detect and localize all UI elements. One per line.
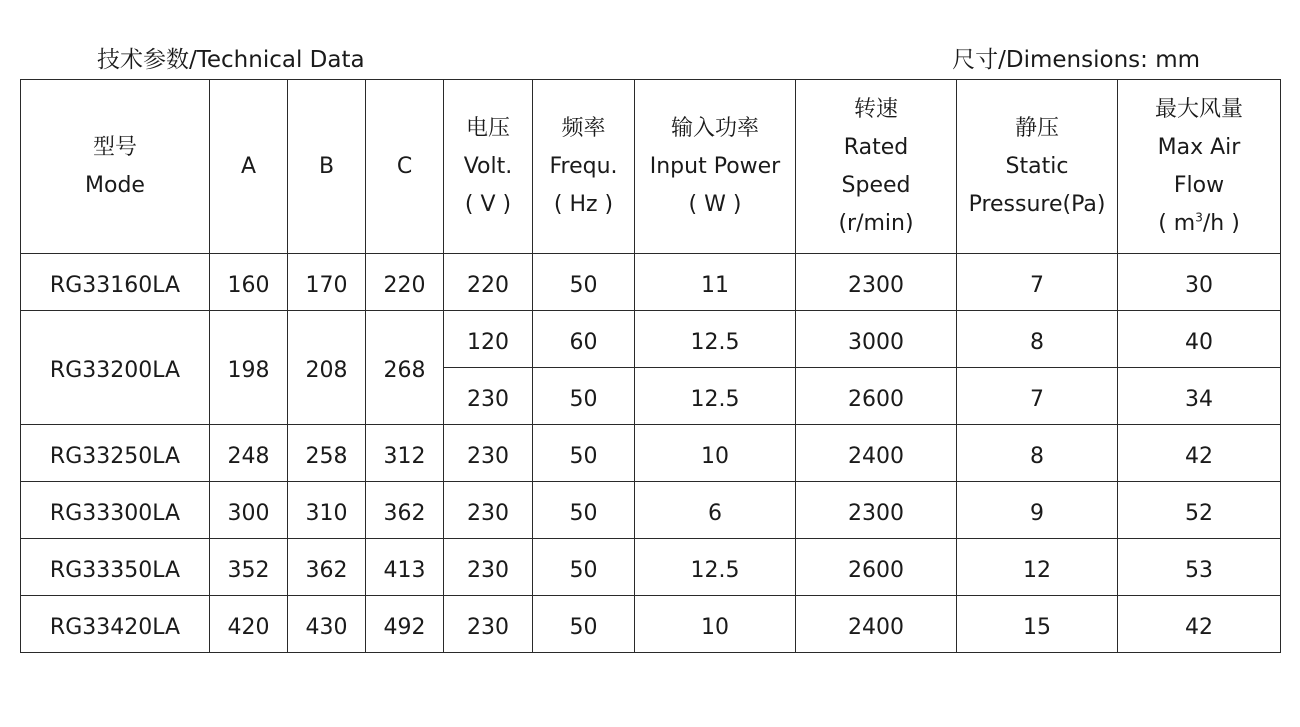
cell-input-power: 6 [635,482,796,539]
cell-voltage: 230 [444,539,533,596]
cell-c: 268 [366,311,444,425]
technical-data-title: 技术参数/Technical Data [97,47,365,73]
cell-voltage: 230 [444,596,533,653]
header-max-air-flow-unit [1118,205,1280,243]
header-voltage [444,80,533,254]
header-static-pressure-en-2: Pressure(Pa) [968,191,1106,217]
cell-frequency: 50 [533,482,635,539]
cell-max-air-flow: 40 [1118,311,1281,368]
cell-frequency: 50 [533,254,635,311]
cell-model: RG33420LA [21,596,210,653]
header-input-power-unit: ( W ) [688,191,742,217]
cell-input-power: 12.5 [635,539,796,596]
cell-max-air-flow: 52 [1118,482,1281,539]
cell-frequency: 50 [533,596,635,653]
header-input-power-cn: 输入功率 [670,115,759,141]
dimensions-unit-label: 尺寸/Dimensions: mm [952,47,1200,73]
cell-static-pressure: 8 [957,425,1118,482]
header-frequency-en: Frequ. [549,153,618,179]
cell-c: 413 [366,539,444,596]
cell-b: 170 [288,254,366,311]
cell-b: 362 [288,539,366,596]
technical-data-table [20,79,1281,653]
cell-model: RG33200LA [21,311,210,425]
cell-max-air-flow: 53 [1118,539,1281,596]
cell-input-power: 12.5 [635,368,796,425]
header-static-pressure-cn: 静压 [1014,115,1059,141]
cell-rated-speed: 2300 [796,482,957,539]
cell-static-pressure: 15 [957,596,1118,653]
cell-input-power: 12.5 [635,311,796,368]
table-row [21,482,1281,539]
cell-static-pressure: 9 [957,482,1118,539]
table-row [21,254,1281,311]
unit-suffix: /h ) [1202,210,1240,236]
cell-model: RG33160LA [21,254,210,311]
cell-static-pressure: 7 [957,368,1118,425]
table-header-row [21,80,1281,254]
header-input-power [635,80,796,254]
cell-input-power: 11 [635,254,796,311]
cell-c: 220 [366,254,444,311]
cell-input-power: 10 [635,596,796,653]
cell-a: 300 [210,482,288,539]
cell-a: 248 [210,425,288,482]
cell-model: RG33350LA [21,539,210,596]
header-rated-speed-unit: (r/min) [838,210,914,236]
header-input-power-en: Input Power [649,153,781,179]
unit-superscript: 3 [1195,210,1203,225]
table-row [21,311,1281,368]
header-static-pressure [957,80,1118,254]
header-frequency-cn: 频率 [561,115,606,141]
cell-static-pressure: 8 [957,311,1118,368]
cell-max-air-flow: 30 [1118,254,1281,311]
cell-max-air-flow: 42 [1118,596,1281,653]
header-c: C [366,80,444,254]
cell-c: 312 [366,425,444,482]
cell-a: 420 [210,596,288,653]
cell-rated-speed: 2600 [796,539,957,596]
table-row [21,596,1281,653]
cell-b: 310 [288,482,366,539]
header-a: A [210,80,288,254]
header-max-air-flow-cn: 最大风量 [1154,96,1243,122]
cell-rated-speed: 2300 [796,254,957,311]
unit-prefix: ( m [1158,210,1196,236]
cell-rated-speed: 2400 [796,596,957,653]
header-rated-speed-en-2: Speed [841,172,911,198]
cell-a: 160 [210,254,288,311]
cell-b: 208 [288,311,366,425]
cell-max-air-flow: 42 [1118,425,1281,482]
table-row [21,539,1281,596]
header-max-air-flow-en-2: Flow [1173,172,1225,198]
cell-frequency: 50 [533,539,635,596]
cell-rated-speed: 3000 [796,311,957,368]
cell-rated-speed: 2600 [796,368,957,425]
cell-frequency: 60 [533,311,635,368]
header-max-air-flow [1118,80,1281,254]
cell-model: RG33250LA [21,425,210,482]
header-voltage-unit: ( V ) [464,191,512,217]
header-voltage-en: Volt. [463,153,513,179]
header-static-pressure-en-1: Static [1005,153,1069,179]
header-model [21,80,210,254]
header-frequency [533,80,635,254]
header-rated-speed-en-1: Rated [843,134,909,160]
cell-static-pressure: 12 [957,539,1118,596]
header-max-air-flow-en-1: Max Air [1157,134,1241,160]
cell-voltage: 220 [444,254,533,311]
cell-voltage: 230 [444,368,533,425]
cell-input-power: 10 [635,425,796,482]
cell-a: 352 [210,539,288,596]
cell-voltage: 230 [444,425,533,482]
cell-b: 258 [288,425,366,482]
cell-frequency: 50 [533,425,635,482]
cell-a: 198 [210,311,288,425]
cell-b: 430 [288,596,366,653]
cell-frequency: 50 [533,368,635,425]
header-voltage-cn: 电压 [465,115,510,141]
cell-c: 492 [366,596,444,653]
table-row [21,425,1281,482]
header-b: B [288,80,366,254]
cell-model: RG33300LA [21,482,210,539]
header-frequency-unit: ( Hz ) [553,191,614,217]
header-rated-speed [796,80,957,254]
cell-static-pressure: 7 [957,254,1118,311]
cell-rated-speed: 2400 [796,425,957,482]
header-rated-speed-cn: 转速 [853,96,898,122]
cell-c: 362 [366,482,444,539]
header-model-en: Mode [85,172,145,198]
cell-max-air-flow: 34 [1118,368,1281,425]
header-model-cn: 型号 [92,134,137,160]
cell-voltage: 230 [444,482,533,539]
cell-voltage: 120 [444,311,533,368]
